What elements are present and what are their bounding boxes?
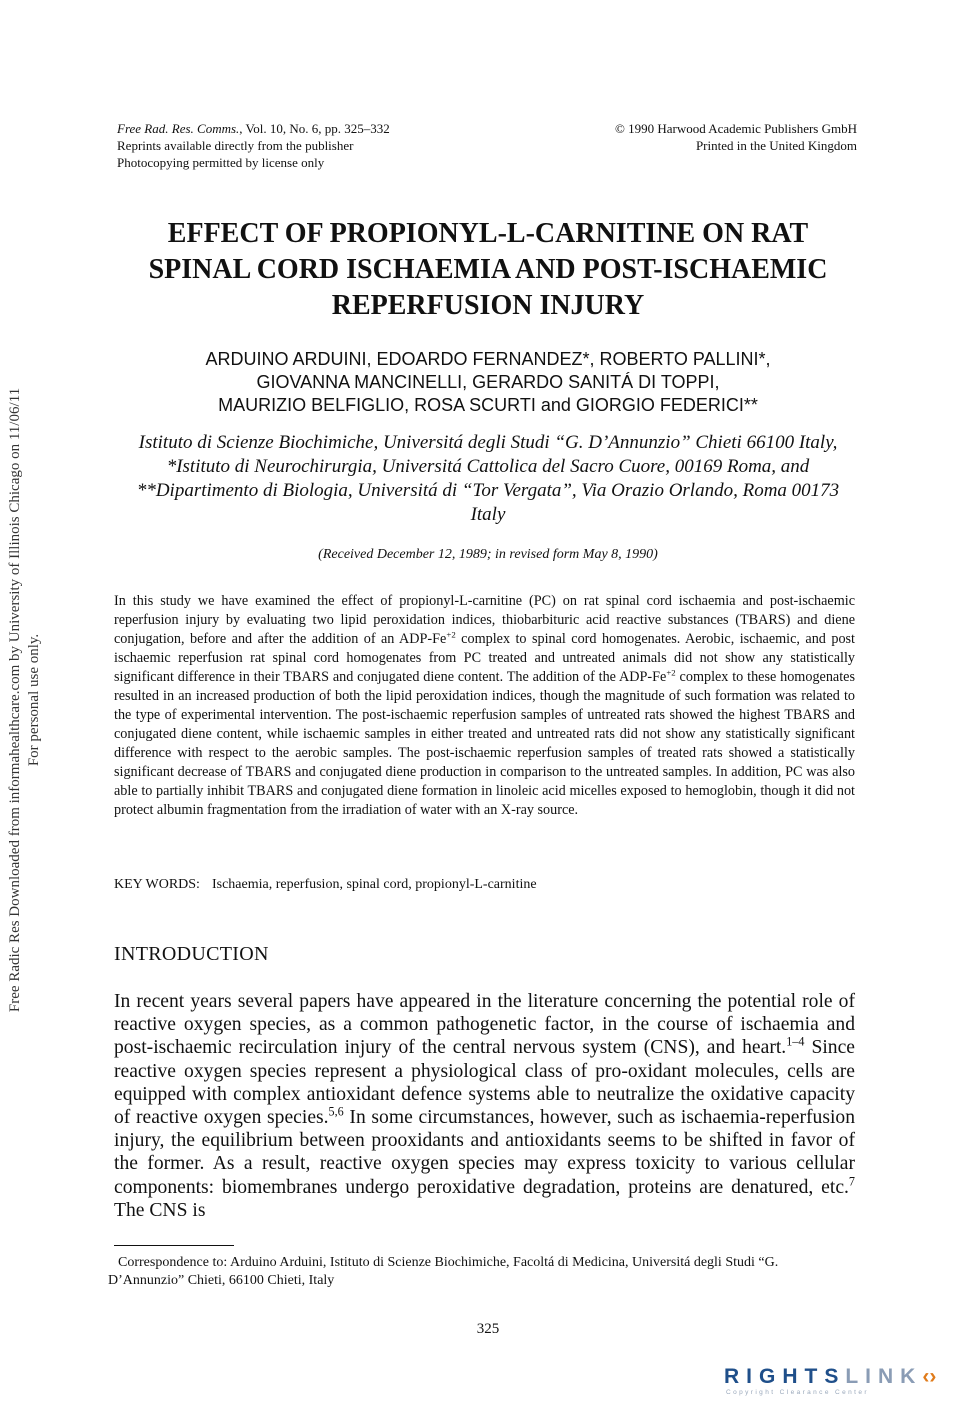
citation-ref-1: 1–4	[786, 1034, 805, 1049]
title-line-1: EFFECT OF PROPIONYL-L-CARNITINE ON RAT	[167, 218, 809, 249]
introduction-paragraph	[114, 990, 855, 1222]
journal-name: Free Rad. Res. Comms.	[117, 121, 240, 136]
abstract-text-2: complex to spinal cord homogenates. Aerobic, ischaemic, and post ischaemic reperfusion rat spinal cord homogenates from PC treated and untreated animals did not show any statistically significant difference in their TBARS and conjugated diene content. The addition of the ADP-Fe	[114, 631, 855, 685]
rightslink-logo[interactable]	[724, 1365, 954, 1405]
received-dates: (Received December 12, 1989; in revised form May 8, 1990)	[318, 547, 658, 562]
keywords	[114, 876, 855, 894]
journal-citation: , Vol. 10, No. 6, pp. 325–332	[239, 121, 390, 136]
printed-line: Printed in the United Kingdom	[695, 138, 857, 153]
logo-word-link: LINK	[845, 1365, 923, 1388]
download-notice-line-1: Free Radic Res Downloaded from informahealthcare.com by University of Illinois Chicago on 11/06/11	[7, 387, 23, 1013]
citation-ref-2: 5,6	[328, 1104, 344, 1119]
intro-text-3: In some circumstances, however, such as ischaemia-reperfusion injury, the equilibrium between prooxidants and antioxidants seems to be shifted in favor of the former. As a result, reactive oxygen species may express toxicity to various cellular components: biomembranes undergo peroxidative degradation, proteins are denatured, etc.	[114, 1107, 855, 1198]
authors-line-3: MAURIZIO BELFIGLIO, ROSA SCURTI and GIORGIO FEDERICI**	[218, 395, 758, 415]
authors-line-2: GIOVANNA MANCINELLI, GERARDO SANITÁ DI TOPPI,	[256, 372, 720, 392]
abstract-text-3: complex to these homogenates resulted in an increased production of both the lipid peroxidation indices, though the magnitude of such formation was related to the type of experimental intervention. The post-ischaemic reperfusion samples of untreated rats showed the highest TBARS and conjugated diene content, while ischaemic samples in either treated and untreated rats did not show any statistically significant difference with respect to the aerobic samples. The post-ischaemic reperfusion samples of treated rats showed a statistically significant decrease of TBARS and conjugated diene production in comparison to the untreated samples. In addition, PC was also able to partially inhibit TBARS and conjugated diene formation in linoleic acid micelles exposed to hemoglobin, though it did not protect albumin fragmentation from the irradiation of water with an X-ray source.	[114, 669, 855, 818]
logo-word-rights: RIGHTS	[724, 1365, 846, 1388]
intro-text-2: Since reactive oxygen species represent a physiological class of pro-oxidant molecules, cells are equipped with complex antioxidant defence systems able to neutralize the oxidative capacity of reactive oxygen species.	[114, 1037, 855, 1129]
footnote-divider	[114, 1245, 234, 1246]
keywords-text: Ischaemia, reperfusion, spinal cord, propionyl-L-carnitine	[211, 877, 537, 892]
intro-text-4: The CNS is	[114, 1199, 206, 1221]
journal-header	[117, 120, 390, 171]
abstract-superscript-1: +2	[446, 629, 456, 640]
article-title	[100, 216, 876, 324]
page-number: 325	[476, 1321, 500, 1337]
abstract-text-1: In this study we have examined the effect of propionyl-L-carnitine (PC) on rat spinal cord ischaemia and post-ischaemic reperfusion injury by evaluating two lipid peroxidation indices, thiobarbituric acid reactive substances (TBARS) and diene conjugation, before and after the addition of an ADP-Fe	[114, 593, 855, 647]
download-notice	[0, 330, 50, 1070]
intro-text-1: In recent years several papers have appeared in the literature concerning the potential role of reactive oxygen species, as a common pathogenetic factor, in the course of ischaemia and post-ischaemic recirculation injury of the central nervous system (CNS), and heart.	[114, 991, 855, 1059]
correspondence-footnote: Correspondence to: Arduino Arduini, Istituto di Scienze Biochimiche, Facoltá di Medicina, Universitá degli Studi “G. D’Annunzio” Chieti, 66100 Chieti, Italy	[108, 1255, 779, 1288]
abstract	[114, 592, 855, 820]
title-line-3: REPERFUSION INJURY	[331, 290, 645, 321]
logo-tagline: Copyright Clearance Center	[726, 1389, 869, 1396]
title-line-2: SPINAL CORD ISCHAEMIA AND POST-ISCHAEMIC	[148, 254, 828, 285]
author-list	[100, 348, 876, 417]
abstract-superscript-2: +2	[666, 667, 676, 678]
introduction-heading: INTRODUCTION	[114, 943, 269, 965]
citation-ref-3: 7	[848, 1174, 855, 1189]
affiliation: Istituto di Scienze Biochimiche, Universitá degli Studi “G. D’Annunzio” Chieti 66100 Italy, *Istituto di Neurochirurgia, Universitá Cattolica del Sacro Cuore, 00169 Roma, and **Dipartimento di Biologia, Universitá di “Tor Vergata”, Via Orazio Orlando, Roma 00173 Italy	[136, 432, 840, 525]
download-notice-line-2: For personal use only.	[26, 633, 42, 767]
keywords-label: KEY WORDS:	[114, 877, 200, 892]
chevron-logo-icon: ‹›	[922, 1365, 937, 1388]
publisher-header	[540, 120, 857, 154]
authors-line-1: ARDUINO ARDUINI, EDOARDO FERNANDEZ*, ROBERTO PALLINI*,	[205, 349, 771, 369]
photocopy-note: Photocopying permitted by license only	[117, 155, 325, 170]
reprints-note: Reprints available directly from the publisher	[117, 138, 354, 153]
copyright-line: © 1990 Harwood Academic Publishers GmbH	[614, 121, 857, 136]
